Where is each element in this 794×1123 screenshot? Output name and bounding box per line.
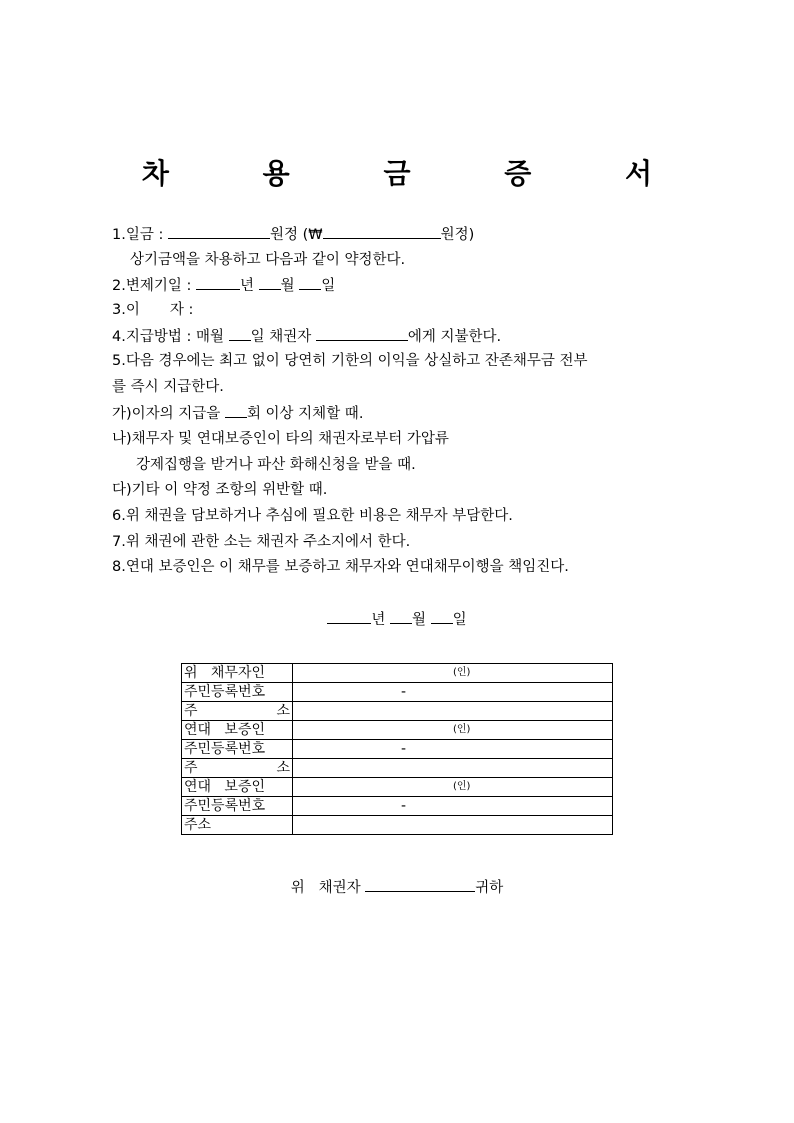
guarantor-label: 연대 보증인 xyxy=(182,778,293,797)
address-value[interactable] xyxy=(293,759,613,778)
table-row xyxy=(182,759,613,778)
line-clause-8: 8.연대 보증인은 이 채무를 보증하고 채무자와 연대채무이행을 책임진다. xyxy=(112,559,569,575)
sign-month-label: 월 xyxy=(411,612,426,628)
guarantor-value[interactable] xyxy=(293,721,613,740)
payment-label: 4.지급방법 : 매월 xyxy=(112,329,224,345)
address-value[interactable] xyxy=(293,816,613,835)
line-payment-method xyxy=(112,326,501,346)
signing-date xyxy=(0,608,794,629)
payment-day-blank[interactable] xyxy=(229,326,251,341)
line-due-date xyxy=(112,275,335,295)
id-label: 주민등록번호 xyxy=(182,740,293,759)
seal-mark: (인) xyxy=(453,781,471,792)
table-row xyxy=(182,721,613,740)
guarantor-label: 연대 보증인 xyxy=(182,721,293,740)
address-label: 주 소 xyxy=(182,759,293,778)
amount-label: 1.일금 : xyxy=(112,227,164,243)
payment-creditor-blank[interactable] xyxy=(316,326,408,341)
amount-blank[interactable] xyxy=(168,224,270,239)
interest-label-a: 3.이 xyxy=(112,302,140,318)
creditor-prefix: 위 xyxy=(290,880,305,896)
amount-won-label: 원정 (₩ xyxy=(269,227,323,243)
sign-day-label: 일 xyxy=(452,612,467,628)
clause-a-end: 회 이상 지체할 때. xyxy=(246,406,364,422)
creditor-line xyxy=(0,876,794,897)
payment-end: 에게 지불한다. xyxy=(407,329,502,345)
sign-day-blank[interactable] xyxy=(431,609,453,624)
payment-creditor-label: 일 채권자 xyxy=(250,329,312,345)
amount-won-blank[interactable] xyxy=(323,224,441,239)
due-day-blank[interactable] xyxy=(299,275,321,290)
creditor-blank[interactable] xyxy=(365,877,475,892)
id-value[interactable] xyxy=(293,683,613,702)
table-row xyxy=(182,740,613,759)
table-row xyxy=(182,816,613,835)
id-dash: - xyxy=(401,798,407,814)
signature-table xyxy=(181,663,613,835)
line-clause-b-cont: 강제집행을 받거나 파산 화해신청을 받을 때. xyxy=(136,457,416,473)
creditor-label: 채권자 xyxy=(318,880,361,896)
guarantor-value[interactable] xyxy=(293,778,613,797)
line-clause-6: 6.위 채권을 담보하거나 추심에 필요한 비용은 채무자 부담한다. xyxy=(112,508,513,524)
address-value[interactable] xyxy=(293,702,613,721)
due-month-blank[interactable] xyxy=(259,275,281,290)
id-dash: - xyxy=(401,741,407,757)
id-value[interactable] xyxy=(293,740,613,759)
due-year-blank[interactable] xyxy=(196,275,240,290)
address-label: 주 소 xyxy=(182,702,293,721)
due-month-label: 월 xyxy=(280,278,295,294)
table-row xyxy=(182,797,613,816)
amount-end: 원정) xyxy=(440,227,475,243)
clause-a-blank[interactable] xyxy=(225,403,247,418)
line-agreement: 상기금액을 차용하고 다음과 같이 약정한다. xyxy=(130,252,406,268)
id-label: 주민등록번호 xyxy=(182,797,293,816)
id-value[interactable] xyxy=(293,797,613,816)
due-day-label: 일 xyxy=(321,278,336,294)
sign-month-blank[interactable] xyxy=(390,609,412,624)
debtor-label: 위 채무자인 xyxy=(182,664,293,683)
document-title: 차 용 금 증 서 xyxy=(141,157,695,190)
line-clause-c: 다)기타 이 약정 조항의 위반할 때. xyxy=(112,482,328,498)
table-row xyxy=(182,702,613,721)
line-clause-7: 7.위 채권에 관한 소는 채권자 주소지에서 한다. xyxy=(112,534,411,550)
sign-year-label: 년 xyxy=(371,612,386,628)
line-amount xyxy=(112,224,474,244)
table-row xyxy=(182,664,613,683)
interest-label-b: 자 : xyxy=(169,302,194,318)
address-label: 주소 xyxy=(182,816,293,835)
sign-year-blank[interactable] xyxy=(327,609,371,624)
seal-mark: (인) xyxy=(453,667,471,678)
debtor-value[interactable] xyxy=(293,664,613,683)
creditor-suffix: 귀하 xyxy=(475,880,504,896)
table-row xyxy=(182,778,613,797)
seal-mark: (인) xyxy=(453,724,471,735)
due-year-label: 년 xyxy=(239,278,254,294)
line-interest xyxy=(112,300,193,320)
clause-a-text: 가)이자의 지급을 xyxy=(112,406,221,422)
due-date-label: 2.변제기일 : xyxy=(112,278,192,294)
line-clause-b: 나)채무자 및 연대보증인이 타의 채권자로부터 가압류 xyxy=(112,431,449,447)
line-clause-5-cont: 를 즉시 지급한다. xyxy=(112,379,224,395)
line-clause-5: 5.다음 경우에는 최고 없이 당연히 기한의 이익을 상실하고 잔존채무금 전부 xyxy=(112,353,588,369)
id-dash: - xyxy=(401,684,407,700)
line-clause-a xyxy=(112,403,363,423)
id-label: 주민등록번호 xyxy=(182,683,293,702)
table-row xyxy=(182,683,613,702)
